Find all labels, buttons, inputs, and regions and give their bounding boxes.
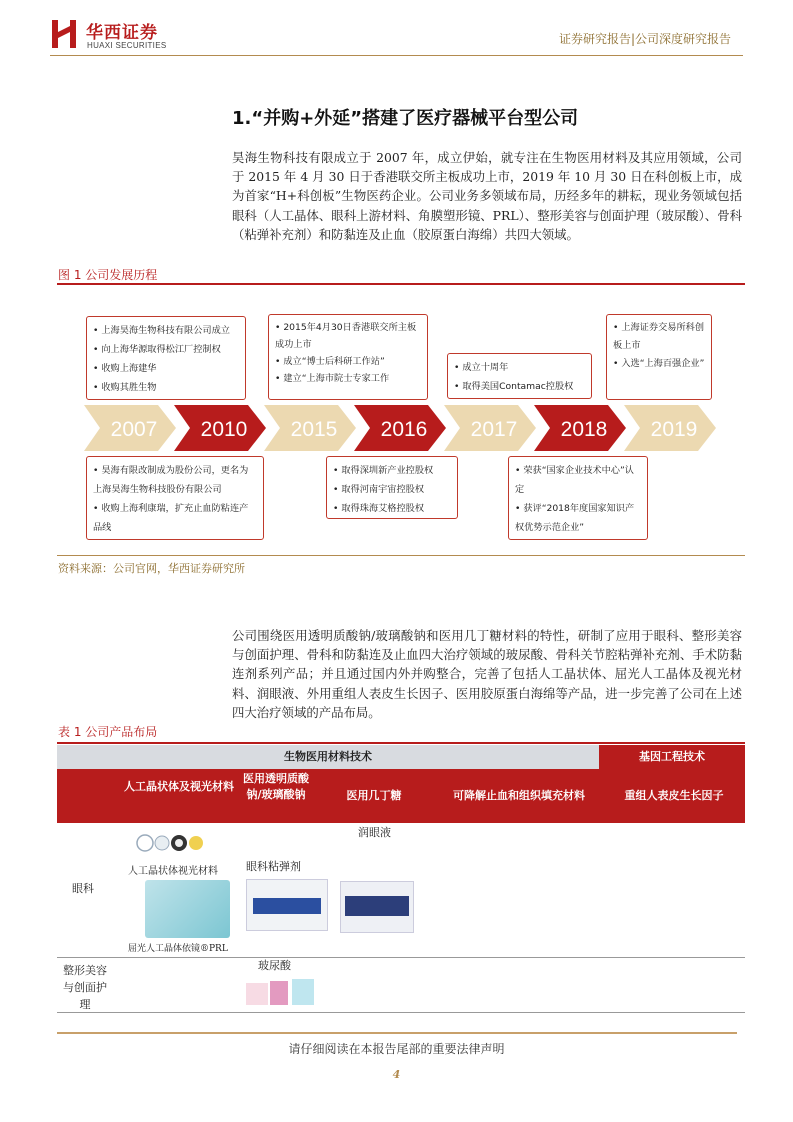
year-label: 2010: [200, 418, 248, 441]
year-arrow-2016: [354, 405, 446, 451]
table-group-bio-materials: 生物医用材料技术: [57, 745, 599, 769]
iol-lens-icons: [135, 832, 205, 854]
row-label-aesthetics: 整形美容与创面护理: [63, 964, 107, 1011]
year-label: 2007: [110, 418, 158, 441]
timeline-box-2015: [268, 314, 428, 400]
col-header-hyaluronate: 医用透明质酸钠/玻璃酸钠: [243, 772, 309, 801]
year-label: 2019: [650, 418, 698, 441]
year-arrow-2015: [264, 405, 356, 451]
year-arrow-2017: [444, 405, 536, 451]
timeline-item: • 上海昊海生物科技有限公司成立: [93, 325, 230, 336]
timeline-item: • 取得美国Contamac控股权: [454, 381, 574, 392]
timeline-item: • 取得深圳新产业控股权: [333, 465, 434, 476]
year-arrow-2018: [534, 405, 626, 451]
legal-notice: 请仔细阅读在本报告尾部的重要法律声明: [288, 1042, 505, 1056]
hyaluronic-product-image: [244, 977, 318, 1007]
figure-caption-rule: [57, 283, 745, 285]
timeline-item: • 获评“2018年度国家知识产权优势示范企业”: [515, 503, 635, 533]
year-label: 2015: [290, 418, 338, 441]
viscoelastic-product-image: [246, 879, 328, 931]
row-label-ophthalmology: 眼科: [72, 882, 94, 895]
timeline-box-2010: [86, 456, 264, 540]
timeline-box-2019: [606, 314, 712, 400]
timeline-arrows: [84, 405, 724, 451]
timeline-box-2018: [508, 456, 648, 540]
figure-source: 资料来源：公司官网，华西证券研究所: [58, 562, 245, 575]
timeline-item: • 上海证券交易所科创板上市: [613, 322, 705, 351]
year-arrow-2010: [174, 405, 266, 451]
col-header-hemostatic: 可降解止血和组织填充材料: [453, 789, 585, 802]
logo-english-name: HUAXI SECURITIES: [87, 41, 167, 50]
section-title: 1.“并购+外延”搭建了医疗器械平台型公司: [232, 108, 579, 129]
logo-chinese-name: 华西证券: [86, 23, 158, 43]
report-type: 证券研究报告|公司深度研究报告: [558, 32, 731, 46]
eye-drop-product-image: [340, 881, 414, 933]
table-bottom-rule: [57, 1012, 745, 1013]
timeline-item: • 取得河南宇宙控股权: [333, 484, 425, 495]
timeline-item: • 向上海华源取得松江厂控制权: [93, 344, 221, 355]
viscoelastic-caption: 眼科粘弹剂: [246, 860, 301, 873]
year-label: 2017: [470, 418, 518, 441]
timeline-box-2017: [447, 353, 592, 399]
page-number: 4: [392, 1068, 401, 1081]
prl-lens-image: [145, 880, 230, 938]
timeline-item: • 成立十周年: [454, 362, 509, 373]
timeline-item: • 收购上海利康瑞，扩充止血防粘连产品线: [93, 503, 249, 533]
year-label: 2016: [380, 418, 428, 441]
year-arrow-2007: [84, 405, 176, 451]
table-column-headers: [57, 769, 745, 823]
year-arrow-2019: [624, 405, 716, 451]
timeline-item: • 入选“上海百强企业”: [613, 358, 705, 369]
timeline-box-2007: [86, 316, 246, 400]
col-header-lens: 人工晶状体及视光材料: [124, 780, 234, 793]
footer-divider: [57, 1032, 737, 1034]
timeline-item: • 收购上海建华: [93, 363, 157, 374]
huaxi-logo-icon: [50, 18, 80, 50]
figure-caption: 图 1 公司发展历程: [58, 268, 158, 282]
col-header-chitosan: 医用几丁糖: [346, 789, 402, 802]
table-caption-rule: [57, 742, 745, 744]
timeline-box-2016: [326, 456, 458, 519]
col-header-egf: 重组人表皮生长因子: [624, 789, 724, 802]
table-row-divider: [57, 957, 745, 958]
prl-caption: 屈光人工晶体依镜®PRL: [128, 944, 228, 954]
timeline-item: • 取得珠海艾格控股权: [333, 503, 425, 514]
table-group-gene-engineering: 基因工程技术: [599, 745, 745, 769]
source-rule: [57, 555, 745, 556]
intro-paragraph: 昊海生物科技有限成立于 2007 年，成立伊始，就专注在生物医用材料及其应用领域，公司于 2015 年 4 月 30 日于香港联交所主板成功上市，2019 年 10 月 30 日在科创板上市，成为首家“H+科创板”生物医药企业。公司业务多领域布局，历经多年的耕耘，现业务领域包括眼科（人工晶体、眼科上游材料、角膜塑形镜、PRL）、整形美容与创面护理（玻尿酸）、骨科（粘弹补充剂）和防黏连及止血（胶原蛋白海绵）共四大领域。: [232, 150, 742, 242]
lens-optical-caption: 人工晶状体视光材料: [128, 866, 218, 877]
header-divider: [50, 55, 743, 56]
timeline-item: • 建立“上海市院士专家工作: [275, 373, 390, 384]
timeline-item: • 收购其胜生物: [93, 382, 157, 393]
product-paragraph: 公司围绕医用透明质酸钠/玻璃酸钠和医用几丁糖材料的特性，研制了应用于眼科、整形美容与创面护理、骨科和防黏连及止血四大治疗领域的玻尿酸、骨科关节腔粘弹补充剂、手术防黏连剂系列产品；并且通过国内外并购整合，完善了包括人工晶状体、屈光人工晶体及视光材料、润眼液、外用重组人表皮生长因子、医用胶原蛋白海绵等产品，进一步完善了公司在上述四大治疗领域的产品布局。: [232, 628, 742, 720]
table-caption: 表 1 公司产品布局: [58, 725, 158, 739]
eye-drop-caption: 润眼液: [358, 826, 391, 839]
hyaluronic-caption: 玻尿酸: [258, 959, 291, 972]
year-label: 2018: [560, 418, 608, 441]
timeline-item: • 2015年4月30日香港联交所主板成功上市: [275, 322, 417, 350]
timeline-item: • 成立“博士后科研工作站”: [275, 356, 385, 367]
timeline-item: • 昊海有限改制成为股份公司，更名为上海昊海生物科技股份有限公司: [93, 465, 249, 495]
timeline-item: • 荣获“国家企业技术中心”认定: [515, 465, 634, 495]
